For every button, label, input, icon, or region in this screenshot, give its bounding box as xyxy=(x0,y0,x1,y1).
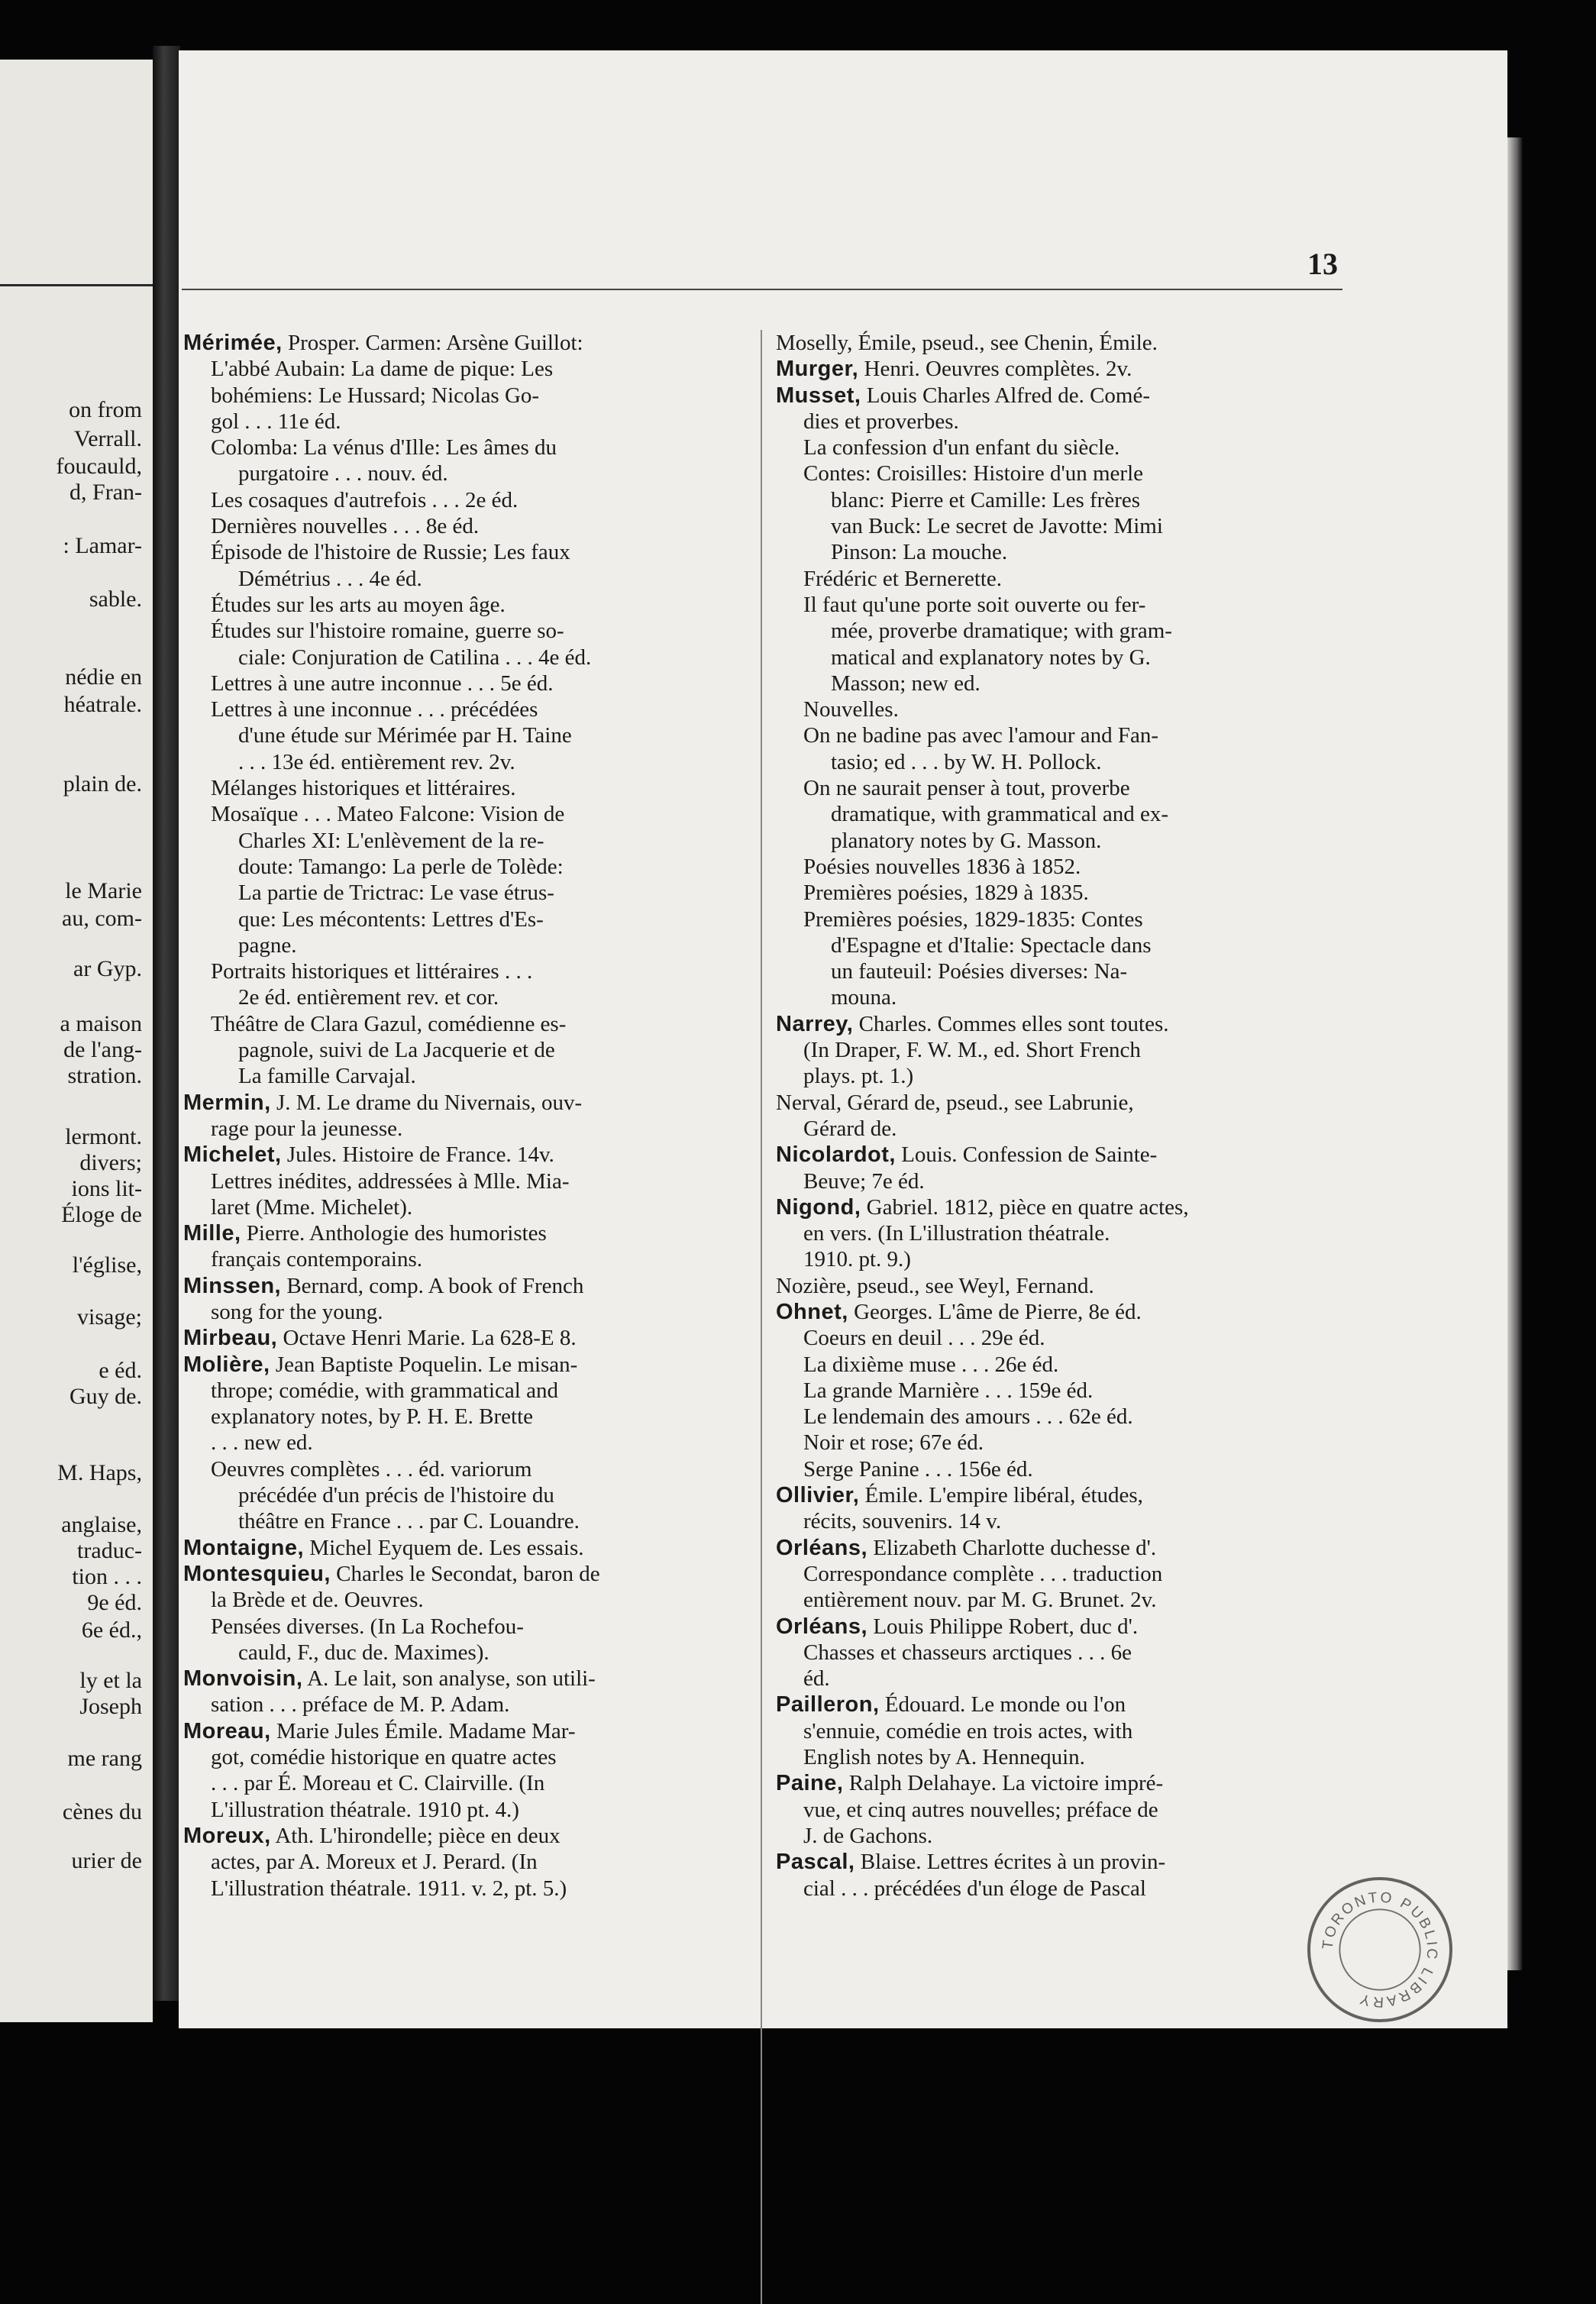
entry-line: L'illustration théatrale. 1911. v. 2, pt. 5.) xyxy=(211,1876,567,1901)
entry-line: Mélanges historiques et littéraires. xyxy=(211,776,516,801)
author-name: Nigond, xyxy=(776,1194,861,1220)
catalog-entry xyxy=(183,1823,752,1902)
entry-first-line xyxy=(183,1142,752,1168)
entry-first-line xyxy=(776,1194,1345,1220)
author-name: Mermin, xyxy=(183,1090,271,1115)
entry-first-line xyxy=(183,1220,752,1246)
entry-line: Frédéric et Bernerette. xyxy=(803,566,1003,591)
left-page-text-fragment: d, Fran- xyxy=(69,480,142,505)
author-name: Mérimée, xyxy=(183,331,283,355)
entry-line: Il faut qu'une porte soit ouverte ou fer- xyxy=(803,592,1146,617)
entry-text: Charles le Secondat, baron de xyxy=(330,1561,600,1586)
left-page-text-fragment: ions lit- xyxy=(71,1176,142,1201)
entry-line: pagne. xyxy=(238,932,297,958)
author-name: Paine, xyxy=(776,1771,844,1796)
entry-text: J. M. Le drame du Nivernais, ouv- xyxy=(270,1090,583,1115)
entry-line: Masson; new ed. xyxy=(831,671,981,696)
author-name: Montesquieu, xyxy=(183,1561,331,1586)
entry-line: Poésies nouvelles 1836 à 1852. xyxy=(803,854,1081,879)
entry-line: Beuve; 7e éd. xyxy=(803,1168,925,1194)
entry-line: La grande Marnière . . . 159e éd. xyxy=(803,1378,1094,1403)
author-name: Ohnet, xyxy=(776,1299,848,1324)
entry-line: Contes: Croisilles: Histoire d'un merle xyxy=(803,461,1144,486)
author-name: Moreux, xyxy=(183,1823,271,1848)
entry-text: Louis. Confession de Sainte- xyxy=(895,1142,1158,1168)
catalog-entry xyxy=(776,1090,1345,1142)
left-page-text-fragment: Guy de. xyxy=(69,1384,142,1409)
entry-line: Lettres inédites, addressées à Mlle. Mia- xyxy=(211,1168,570,1194)
catalog-entry xyxy=(776,1535,1345,1614)
catalog-entry xyxy=(183,1325,752,1351)
catalog-entry xyxy=(776,1194,1345,1273)
entry-first-line xyxy=(183,1325,752,1351)
entry-line: 1910. pt. 9.) xyxy=(803,1247,911,1272)
left-page-text-fragment: traduc- xyxy=(77,1538,142,1563)
left-column xyxy=(183,330,752,1902)
catalog-entry xyxy=(776,1770,1345,1849)
entry-line: song for the young. xyxy=(211,1299,383,1324)
author-name: Murger, xyxy=(776,357,859,382)
entry-first-line xyxy=(776,1692,1345,1717)
entry-first-line xyxy=(776,1770,1345,1796)
catalog-entry xyxy=(183,1220,752,1273)
left-page-text-fragment: divers; xyxy=(79,1150,142,1175)
left-page-text-fragment: visage; xyxy=(77,1304,142,1330)
stamp-text: TORONTO PUBLIC LIBRARY xyxy=(1320,1889,1440,2010)
entry-line: gol . . . 11e éd. xyxy=(211,409,341,434)
entry-first-line xyxy=(776,1482,1345,1508)
entry-text: Blaise. Lettres écrites à un provin- xyxy=(855,1850,1166,1875)
entry-line: ciale: Conjuration de Catilina . . . 4e éd. xyxy=(238,645,592,670)
catalog-entry xyxy=(183,1535,752,1561)
entry-text: Georges. L'âme de Pierre, 8e éd. xyxy=(848,1299,1142,1324)
entry-line: (In Draper, F. W. M., ed. Short French xyxy=(803,1038,1141,1063)
author-name: Montaigne, xyxy=(183,1535,305,1560)
entry-text: Marie Jules Émile. Madame Mar- xyxy=(270,1718,576,1743)
entry-text: Pierre. Anthologie des humoristes xyxy=(241,1221,547,1246)
catalog-entry xyxy=(776,1692,1345,1770)
left-page-text-fragment: stration. xyxy=(67,1063,142,1088)
library-stamp-icon xyxy=(1310,1880,1449,2019)
entry-text: Henri. Oeuvres complètes. 2v. xyxy=(858,357,1132,382)
entry-line: Pensées diverses. (In La Rochefou- xyxy=(211,1614,524,1639)
entry-text: Gabriel. 1812, pièce en quatre actes, xyxy=(861,1194,1189,1220)
entry-line: La dixième muse . . . 26e éd. xyxy=(803,1352,1059,1377)
entry-line: doute: Tamango: La perle de Tolède: xyxy=(238,854,564,879)
catalog-entry xyxy=(776,356,1345,382)
entry-line: sation . . . préface de M. P. Adam. xyxy=(211,1692,510,1717)
svg-text:TORONTO PUBLIC LIBRARY xyxy=(1320,1889,1439,2009)
entry-first-line xyxy=(183,1352,752,1378)
author-name: Pascal, xyxy=(776,1850,855,1875)
entry-line: thrope; comédie, with grammatical and xyxy=(211,1378,558,1403)
entry-line: précédée d'un précis de l'histoire du xyxy=(238,1483,554,1508)
catalog-entry xyxy=(183,330,752,1090)
entry-text: Édouard. Le monde ou l'on xyxy=(879,1692,1126,1717)
entry-line: Chasses et chasseurs arctiques . . . 6e xyxy=(803,1640,1132,1665)
entry-line: Noir et rose; 67e éd. xyxy=(803,1430,984,1456)
entry-text: Charles. Commes elles sont toutes. xyxy=(853,1011,1169,1036)
entry-line: 2e éd. entièrement rev. et cor. xyxy=(238,985,499,1010)
left-page-text-fragment: Verrall. xyxy=(73,426,142,451)
entry-line: purgatoire . . . nouv. éd. xyxy=(238,461,448,486)
entry-first-line xyxy=(183,1561,752,1587)
entry-line: français contemporains. xyxy=(211,1247,423,1272)
catalog-entry xyxy=(776,1299,1345,1482)
entry-line: Dernières nouvelles . . . 8e éd. xyxy=(211,514,480,539)
entry-line: Théâtre de Clara Gazul, comédienne es- xyxy=(211,1011,567,1036)
entry-line: Lettres à une autre inconnue . . . 5e éd. xyxy=(211,671,554,696)
entry-line: got, comédie historique en quatre actes xyxy=(211,1745,557,1770)
left-page-text-fragment: cènes du xyxy=(62,1799,142,1824)
entry-line: Nozière, pseud., see Weyl, Fernand. xyxy=(776,1273,1094,1298)
author-name: Mirbeau, xyxy=(183,1326,278,1351)
author-name: Orléans, xyxy=(776,1614,868,1639)
previous-page-rule xyxy=(0,284,153,286)
entry-line: La confession d'un enfant du siècle. xyxy=(803,435,1120,460)
catalog-entry xyxy=(183,1718,752,1823)
catalog-entry xyxy=(183,1561,752,1666)
author-name: Orléans, xyxy=(776,1535,868,1560)
entry-line: Les cosaques d'autrefois . . . 2e éd. xyxy=(211,487,519,512)
entry-line: que: Les mécontents: Lettres d'Es- xyxy=(238,906,544,932)
entry-line: L'abbé Aubain: La dame de pique: Les xyxy=(211,357,554,382)
entry-line: rage pour la jeunesse. xyxy=(211,1116,403,1141)
entry-line: un fauteuil: Poésies diverses: Na- xyxy=(831,959,1128,984)
left-page-text-fragment: lermont. xyxy=(65,1124,142,1149)
catalog-entry xyxy=(183,1352,752,1535)
entry-first-line xyxy=(776,356,1345,382)
author-name: Musset, xyxy=(776,383,861,408)
entry-first-line xyxy=(776,1535,1345,1561)
author-name: Nicolardot, xyxy=(776,1142,896,1168)
left-page-text-fragment: : Lamar- xyxy=(63,533,142,558)
left-page-text-fragment: M. Haps, xyxy=(57,1460,142,1485)
entry-line: théâtre en France . . . par C. Louandre. xyxy=(238,1509,580,1534)
entry-line: Le lendemain des amours . . . 62e éd. xyxy=(803,1404,1133,1430)
entry-text: Elizabeth Charlotte duchesse d'. xyxy=(867,1535,1157,1560)
entry-line: entièrement nouv. par M. G. Brunet. 2v. xyxy=(803,1588,1157,1613)
entry-line: Études sur les arts au moyen âge. xyxy=(211,592,506,617)
left-page-text-fragment: on from xyxy=(69,397,142,422)
entry-line: Correspondance complète . . . traduction xyxy=(803,1561,1163,1586)
entry-line: d'Espagne et d'Italie: Spectacle dans xyxy=(831,932,1152,958)
entry-line: blanc: Pierre et Camille: Les frères xyxy=(831,487,1141,512)
entry-line: Portraits historiques et littéraires . . . xyxy=(211,959,533,984)
entry-line: laret (Mme. Michelet). xyxy=(211,1194,413,1220)
entry-first-line xyxy=(776,1849,1345,1875)
author-name: Ollivier, xyxy=(776,1483,860,1508)
entry-line: mouna. xyxy=(831,985,897,1010)
entry-first-line xyxy=(183,1090,752,1116)
entry-line: English notes by A. Hennequin. xyxy=(803,1745,1085,1770)
entry-line: éd. xyxy=(803,1666,830,1692)
left-page-text-fragment: nédie en xyxy=(65,664,142,690)
entry-text: A. Le lait, son analyse, son utili- xyxy=(302,1666,596,1692)
left-page-text-fragment: au, com- xyxy=(62,906,142,931)
entry-line: pagnole, suivi de La Jacquerie et de xyxy=(238,1038,555,1063)
left-page-text-fragment: sable. xyxy=(89,587,142,612)
entry-line: matical and explanatory notes by G. xyxy=(831,645,1151,670)
entry-line: actes, par A. Moreux et J. Perard. (In xyxy=(211,1850,538,1875)
entry-text: Ath. L'hirondelle; pièce en deux xyxy=(270,1823,561,1848)
entry-text: Jean Baptiste Poquelin. Le misan- xyxy=(270,1352,578,1377)
catalog-entry xyxy=(776,1849,1345,1902)
entry-line: Épisode de l'histoire de Russie; Les faux xyxy=(211,540,570,565)
left-page-text-fragment: de l'ang- xyxy=(63,1037,142,1062)
entry-line: Moselly, Émile, pseud., see Chenin, Émile. xyxy=(776,331,1158,355)
author-name: Michelet, xyxy=(183,1142,282,1168)
author-name: Narrey, xyxy=(776,1011,854,1036)
entry-text: Prosper. Carmen: Arsène Guillot: xyxy=(282,331,583,355)
column-divider xyxy=(761,330,762,2304)
left-page-text-fragment: foucauld, xyxy=(56,454,142,479)
entry-line: On ne saurait penser à tout, proverbe xyxy=(803,776,1130,801)
entry-text: Jules. Histoire de France. 14v. xyxy=(281,1142,554,1168)
author-name: Mille, xyxy=(183,1221,241,1246)
entry-line: On ne badine pas avec l'amour and Fan- xyxy=(803,723,1159,748)
entry-line: Nouvelles. xyxy=(803,697,899,722)
entry-line: récits, souvenirs. 14 v. xyxy=(803,1509,1002,1534)
author-name: Minssen, xyxy=(183,1273,282,1298)
left-page-text-fragment: plain de. xyxy=(63,771,142,797)
entry-line: Charles XI: L'enlèvement de la re- xyxy=(238,828,544,853)
entry-line: Lettres à une inconnue . . . précédées xyxy=(211,697,538,722)
entry-first-line xyxy=(183,1535,752,1561)
catalog-entry xyxy=(776,1142,1345,1194)
entry-line: bohémiens: Le Hussard; Nicolas Go- xyxy=(211,383,540,408)
left-page-text-fragment: tion . . . xyxy=(72,1564,142,1589)
entry-line: vue, et cinq autres nouvelles; préface de xyxy=(803,1797,1158,1822)
author-name: Monvoisin, xyxy=(183,1666,303,1692)
entry-line: tasio; ed . . . by W. H. Pollock. xyxy=(831,749,1102,774)
left-page-text-fragment: Éloge de xyxy=(61,1202,142,1227)
left-page-text-fragment: 6e éd., xyxy=(81,1617,142,1643)
entry-line: d'une étude sur Mérimée par H. Taine xyxy=(238,723,572,748)
entry-first-line xyxy=(776,1011,1345,1037)
catalog-entry xyxy=(776,1011,1345,1090)
entry-first-line xyxy=(776,1142,1345,1168)
entry-text: Michel Eyquem de. Les essais. xyxy=(304,1535,584,1560)
author-name: Molière, xyxy=(183,1352,270,1377)
right-column xyxy=(776,330,1345,1902)
left-page-text-fragment: l'église, xyxy=(72,1252,142,1278)
entry-first-line xyxy=(776,1299,1345,1325)
entry-line: plays. pt. 1.) xyxy=(803,1064,914,1089)
entry-text: Ralph Delahaye. La victoire impré- xyxy=(843,1771,1164,1796)
entry-line: en vers. (In L'illustration théatrale. xyxy=(803,1221,1110,1246)
catalog-entry xyxy=(776,1273,1345,1299)
catalog-entry xyxy=(776,383,1345,1011)
left-page-text-fragment: urier de xyxy=(71,1848,142,1873)
entry-first-line xyxy=(183,1273,752,1299)
left-page-text-fragment: le Marie xyxy=(65,878,142,903)
entry-line: J. de Gachons. xyxy=(803,1823,933,1848)
entry-line: Coeurs en deuil . . . 29e éd. xyxy=(803,1326,1045,1351)
left-page-text-fragment: héatrale. xyxy=(63,692,142,717)
binding-gutter xyxy=(153,46,180,2001)
entry-line: Mosaïque . . . Mateo Falcone: Vision de xyxy=(211,802,565,827)
entry-line: Pinson: La mouche. xyxy=(831,540,1008,565)
entry-line: s'ennuie, comédie en trois actes, with xyxy=(803,1718,1133,1743)
entry-line: cauld, F., duc de. Maximes). xyxy=(238,1640,489,1665)
catalog-entry xyxy=(776,1614,1345,1692)
left-page-text-fragment: 9e éd. xyxy=(87,1590,142,1615)
catalog-entry xyxy=(183,1090,752,1142)
catalog-entry xyxy=(776,330,1345,356)
entry-line: . . . new ed. xyxy=(211,1430,313,1456)
entry-line: Colomba: La vénus d'Ille: Les âmes du xyxy=(211,435,557,460)
entry-line: . . . 13e éd. entièrement rev. 2v. xyxy=(238,749,515,774)
left-page-text-fragment: ar Gyp. xyxy=(73,956,142,981)
catalog-entry xyxy=(183,1273,752,1326)
left-page-text-fragment: anglaise, xyxy=(61,1512,142,1537)
entry-line: mée, proverbe dramatique; with gram- xyxy=(831,619,1172,644)
entry-line: Premières poésies, 1829-1835: Contes xyxy=(803,906,1143,932)
left-page-text-fragment: a maison xyxy=(60,1011,142,1036)
entry-first-line xyxy=(776,383,1345,409)
entry-line: van Buck: Le secret de Javotte: Mimi xyxy=(831,514,1163,539)
entry-line: Premières poésies, 1829 à 1835. xyxy=(803,881,1089,906)
catalog-entry xyxy=(183,1142,752,1220)
entry-line: . . . par É. Moreau et C. Clairville. (In xyxy=(211,1771,545,1796)
entry-text: Louis Charles Alfred de. Comé- xyxy=(861,383,1151,408)
entry-first-line xyxy=(776,1614,1345,1640)
entry-line: Serge Panine . . . 156e éd. xyxy=(803,1456,1033,1482)
entry-line: La famille Carvajal. xyxy=(238,1064,416,1089)
entry-line: La partie de Trictrac: Le vase étrus- xyxy=(238,881,554,906)
entry-line: dramatique, with grammatical and ex- xyxy=(831,802,1169,827)
entry-line: Études sur l'histoire romaine, guerre so- xyxy=(211,619,564,644)
entry-line: Gérard de. xyxy=(803,1116,897,1141)
catalog-entry xyxy=(183,1666,752,1718)
header-rule xyxy=(182,289,1342,290)
page-number: 13 xyxy=(1307,247,1338,281)
previous-page-fragment xyxy=(0,60,153,2022)
entry-first-line xyxy=(183,1718,752,1744)
entry-text: Émile. L'empire libéral, études, xyxy=(859,1483,1143,1508)
entry-first-line xyxy=(183,1666,752,1692)
entry-line: la Brède et de. Oeuvres. xyxy=(211,1588,424,1613)
entry-first-line xyxy=(183,1823,752,1849)
entry-text: Bernard, comp. A book of French xyxy=(281,1273,584,1298)
entry-line: L'illustration théatrale. 1910 pt. 4.) xyxy=(211,1797,519,1822)
page-edge-shadow xyxy=(1507,137,1523,1970)
left-page-text-fragment: ly et la xyxy=(79,1668,142,1693)
left-page-text-fragment: Joseph xyxy=(79,1694,142,1719)
catalog-entry xyxy=(776,1482,1345,1535)
entry-line: cial . . . précédées d'un éloge de Pascal xyxy=(803,1876,1146,1901)
entry-first-line xyxy=(183,330,752,356)
entry-text: Octave Henri Marie. La 628-E 8. xyxy=(277,1326,577,1351)
entry-line: Oeuvres complètes . . . éd. variorum xyxy=(211,1456,532,1482)
entry-line: Démétrius . . . 4e éd. xyxy=(238,566,422,591)
author-name: Pailleron, xyxy=(776,1692,880,1717)
entry-line: explanatory notes, by P. H. E. Brette xyxy=(211,1404,534,1430)
entry-text: Louis Philippe Robert, duc d'. xyxy=(867,1614,1139,1639)
entry-line: dies et proverbes. xyxy=(803,409,959,434)
library-stamp xyxy=(1307,1877,1452,2022)
left-page-text-fragment: e éd. xyxy=(99,1358,142,1383)
left-page-text-fragment: me rang xyxy=(67,1746,142,1771)
author-name: Moreau, xyxy=(183,1718,271,1743)
entry-line: Nerval, Gérard de, pseud., see Labrunie, xyxy=(776,1090,1134,1115)
entry-line: planatory notes by G. Masson. xyxy=(831,828,1102,853)
